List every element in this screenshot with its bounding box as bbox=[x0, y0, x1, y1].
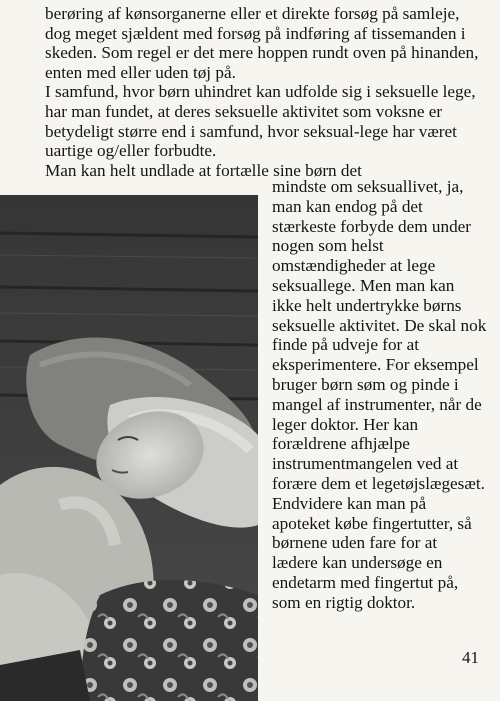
paragraph-2: I samfund, hvor børn uhindret kan udfolde sig i seksuelle lege, har man fundet, at deres seksuelle aktivitet som voksne er betydeligt større end i samfund, hvor seksual-lege har været uartige og/eller forbudte. bbox=[45, 82, 476, 161]
top-text-block bbox=[45, 4, 485, 180]
photo-illustration bbox=[0, 195, 258, 701]
page-number: 41 bbox=[462, 648, 479, 667]
paragraph-3-start: Man kan helt undlade at fortælle sine børn det bbox=[45, 160, 362, 180]
side-text-block bbox=[272, 177, 487, 613]
paragraph-1: berøring af kønsorganerne eller et direkte forsøg på samleje, dog meget sjældent med forsøg på indføring af tissemanden i skeden. Som regel er det mere hoppen rundt oven på hinanden, enten med eller uden tøj på. bbox=[45, 4, 479, 82]
paragraph-3-rest: mindste om seksuallivet, ja, man kan endog på det stærkeste forbyde dem under nogen som helst omstændigheder at lege seksuallege. Men man kan ikke helt undertrykke børns seksuelle aktivitet. De skal nok finde på udveje for at eksperimentere. For eksempel bruger børn søm og pinde i mangel af instrumenter, når de leger doktor. Her kan forældrene afhjælpe instrumentmangelen ved at forære dem et legetøjslægesæt. Endvidere kan man på apoteket købe fingertutter, så børnene uden fare for at lædere kan undersøge en endetarm med fingertut på, som en rigtig doktor. bbox=[272, 177, 487, 612]
photo-sleeping-child bbox=[0, 195, 258, 701]
